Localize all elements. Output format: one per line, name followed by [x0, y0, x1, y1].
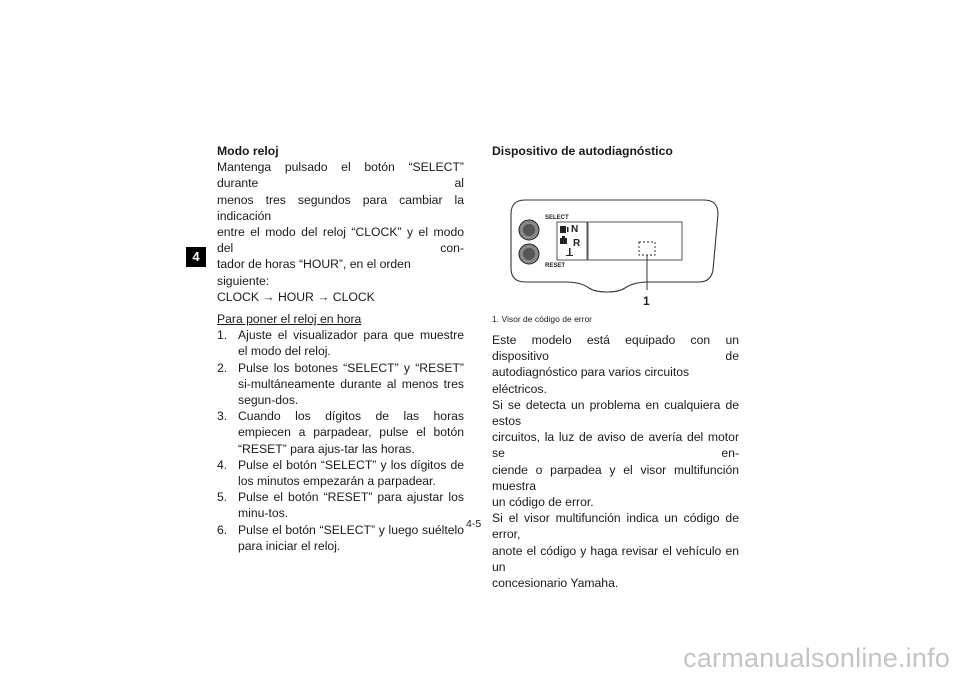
- body-line: circuitos, la luz de aviso de avería del motor se en-: [492, 430, 739, 461]
- step-number: 6.: [217, 522, 228, 537]
- left-column: [217, 143, 464, 554]
- meter-illustration: [507, 198, 722, 308]
- step-number: 1.: [217, 328, 228, 343]
- body-line: autodiagnóstico para varios circuitos eléctricos.: [492, 365, 690, 396]
- temperature-icon: [566, 248, 573, 256]
- intro-line: menos tres segundos para cambiar la indicación: [217, 192, 464, 223]
- error-code-display-area: [639, 242, 655, 255]
- body-line: concesionario Yamaha.: [492, 576, 619, 591]
- step-number: 4.: [217, 457, 228, 472]
- meter-diagram: [507, 198, 722, 308]
- figure-caption: 1. Visor de código de error: [492, 314, 593, 324]
- section-heading-self-diagnosis: Dispositivo de autodiagnóstico: [492, 144, 673, 158]
- right-body-text: [492, 332, 739, 591]
- body-line: anote el código y haga revisar el vehículo en un: [492, 543, 739, 574]
- right-column: [492, 143, 739, 159]
- section-heading-clock-mode: Modo reloj: [217, 144, 279, 158]
- neutral-indicator-label: N: [571, 224, 579, 235]
- chapter-tab: 4: [186, 247, 206, 267]
- step-item: [217, 522, 464, 554]
- intro-line: tador de horas “HOUR”, en el orden siguiente:: [217, 257, 411, 288]
- body-line: Este modelo está equipado con un dispositivo de: [492, 333, 739, 364]
- reset-label: RESET: [545, 263, 566, 269]
- step-text: Cuando los dígitos de las horas empiecen a parpadear, pulse el botón “RESET” para ajus-tar las horas.: [238, 409, 464, 456]
- subheading-set-clock: Para poner el reloj en hora: [217, 312, 362, 327]
- intro-line: entre el modo del reloj “CLOCK” y el modo del con-: [217, 225, 464, 256]
- reset-knob-icon: [519, 244, 539, 264]
- body-line: Si el visor multifunción indica un código de error,: [492, 511, 739, 542]
- fuel-indicator-icon: [560, 226, 569, 233]
- intro-line: Mantenga pulsado el botón “SELECT” durante al: [217, 160, 464, 191]
- page-number: 4-5: [466, 518, 482, 530]
- body-line: ciende o parpadea y el visor multifunción muestra: [492, 462, 739, 493]
- step-item: [217, 457, 464, 489]
- step-item: [217, 327, 464, 359]
- step-text: Pulse el botón “SELECT” y luego suéltelo para iniciar el reloj.: [238, 522, 464, 553]
- select-label: SELECT: [545, 215, 569, 221]
- step-item: [217, 408, 464, 457]
- step-item: [217, 489, 464, 521]
- step-number: 5.: [217, 490, 228, 505]
- reverse-indicator-label: R: [573, 238, 581, 249]
- step-text: Pulse el botón “RESET” para ajustar los minu-tos.: [238, 490, 464, 521]
- step-item: [217, 360, 464, 409]
- watermark-text: carmanualsonline.info: [683, 643, 950, 673]
- steps-list: [217, 327, 464, 554]
- step-number: 2.: [217, 360, 228, 375]
- intro-line: CLOCK → HOUR → CLOCK: [217, 289, 375, 304]
- step-text: Pulse el botón “SELECT” y los dígitos de los minutos empezarán a parpadear.: [238, 457, 464, 489]
- step-text: Ajuste el visualizador para que muestre el modo del reloj.: [238, 328, 464, 359]
- step-number: 3.: [217, 409, 228, 424]
- select-knob-icon: [519, 220, 539, 240]
- step-text: Pulse los botones “SELECT” y “RESET” si-multáneamente durante al menos tres segun-dos.: [238, 360, 464, 408]
- body-line: Si se detecta un problema en cualquiera de estos: [492, 397, 739, 429]
- body-line: un código de error.: [492, 495, 594, 510]
- multifunction-display: [588, 222, 682, 260]
- engine-warning-icon: [560, 236, 567, 244]
- callout-number: 1: [643, 294, 650, 308]
